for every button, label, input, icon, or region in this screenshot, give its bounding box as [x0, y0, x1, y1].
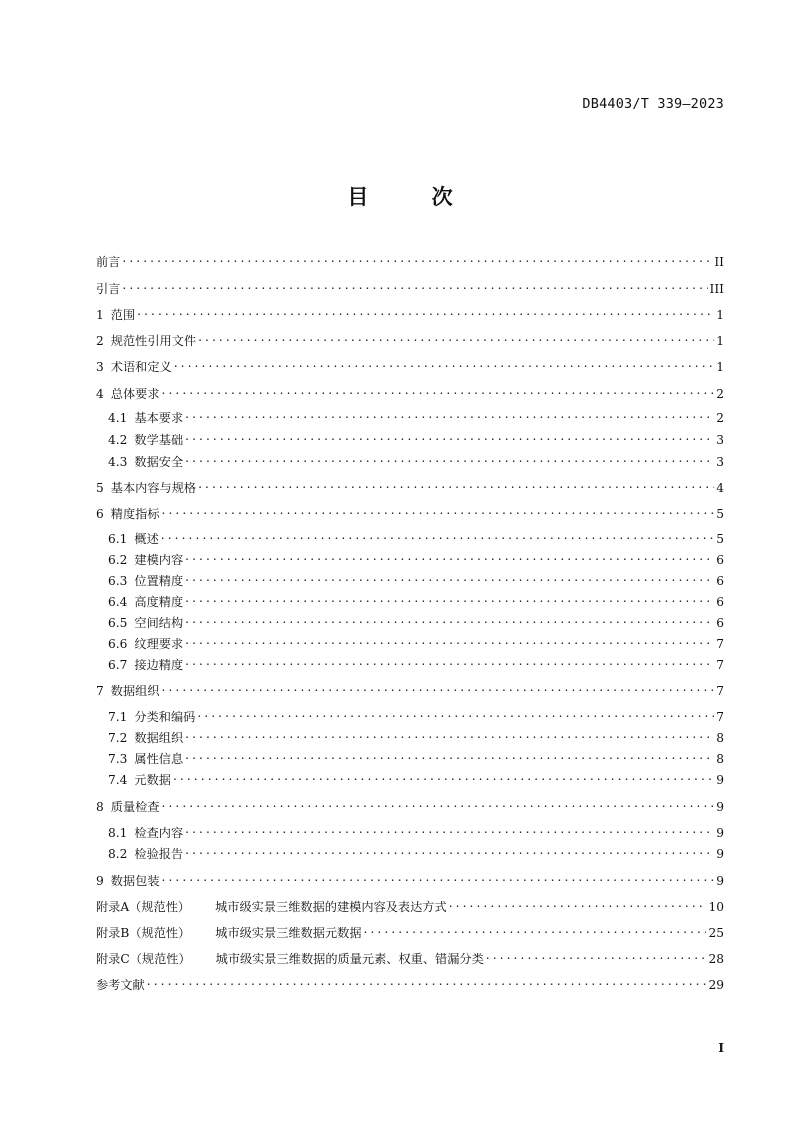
toc-annex-entry[interactable]: [96, 895, 724, 914]
toc-entry-page: 6: [716, 574, 724, 588]
toc-entry-title: 建模内容: [134, 553, 184, 567]
toc-entry-page: 6: [716, 616, 724, 630]
toc-entry[interactable]: [96, 250, 724, 269]
dot-leader: [197, 705, 714, 721]
toc-entry-title: 空间结构: [134, 616, 184, 630]
toc-entry[interactable]: [96, 277, 724, 296]
toc-entry[interactable]: [96, 679, 724, 698]
toc-entry-page: 5: [716, 507, 724, 521]
toc-entry[interactable]: [108, 569, 724, 588]
toc-entry-page: 9: [716, 826, 724, 840]
toc-entry-number: 9: [96, 874, 104, 888]
toc-entry-number: 4.2: [108, 433, 128, 447]
toc-entry-page: 25: [708, 926, 724, 940]
toc-entry[interactable]: [96, 795, 724, 814]
toc-entry-title: 前言: [96, 255, 121, 269]
toc-entry-number: 6.5: [108, 616, 128, 630]
toc-entry[interactable]: [108, 653, 724, 672]
toc-entry-number: 8: [96, 800, 104, 814]
toc-entry-number: 4.1: [108, 411, 128, 425]
dot-leader: [162, 869, 715, 885]
toc-entry-number: 6.1: [108, 532, 128, 546]
toc-entry-page: 6: [716, 595, 724, 609]
toc-entry-title: 基本内容与规格: [110, 481, 197, 495]
toc-entry-page: 7: [716, 684, 724, 698]
toc-entry[interactable]: [108, 406, 724, 425]
toc-entry-page: 5: [716, 532, 724, 546]
dot-leader: [185, 569, 714, 585]
toc-entry-page: 9: [716, 847, 724, 861]
toc-entry-title: 纹理要求: [134, 637, 184, 651]
dot-leader: [486, 947, 707, 963]
toc-entry-page: 3: [716, 455, 724, 469]
dot-leader: [122, 250, 712, 266]
toc-entry-number: 6.4: [108, 595, 128, 609]
toc-entry[interactable]: [96, 476, 724, 495]
dot-leader: [173, 768, 714, 784]
toc-entry-page: 9: [716, 874, 724, 888]
toc-entry-number: 附录B（规范性）: [96, 926, 191, 940]
dot-leader: [137, 303, 714, 319]
toc-entry-title: 属性信息: [134, 752, 184, 766]
toc-entry-number: 7: [96, 684, 104, 698]
page-number: I: [718, 1041, 724, 1055]
toc-entry-number: 4.3: [108, 455, 128, 469]
toc-entry-number: 7.4: [108, 773, 128, 787]
toc-entry-page: 4: [716, 481, 724, 495]
toc-entry-number: 4: [96, 387, 104, 401]
dot-leader: [185, 653, 714, 669]
dot-leader: [174, 355, 715, 371]
toc-entry-title: 数学基础: [134, 433, 184, 447]
toc-entry-page: 8: [716, 752, 724, 766]
dot-leader: [162, 679, 715, 695]
dot-leader: [449, 895, 707, 911]
toc-entry[interactable]: [108, 450, 724, 469]
toc-entry[interactable]: [96, 869, 724, 888]
toc-entry-page: 9: [716, 773, 724, 787]
toc-entry-title: 参考文献: [96, 978, 145, 992]
toc-entry-page: 10: [708, 900, 724, 914]
toc-entry[interactable]: [108, 548, 724, 567]
toc-entry-number: 6.7: [108, 658, 128, 672]
dot-leader: [162, 795, 715, 811]
toc-entry[interactable]: [96, 303, 724, 322]
toc-entry-title: 检验报告: [134, 847, 184, 861]
dot-leader: [185, 450, 714, 466]
dot-leader: [162, 502, 715, 518]
document-code: DB4403/T 339—2023: [582, 96, 724, 112]
dot-leader: [198, 476, 714, 492]
toc-entry-number: 8.2: [108, 847, 128, 861]
toc-entry-title: 质量检查: [110, 800, 160, 814]
toc-entry-title: 基本要求: [134, 411, 184, 425]
toc-entry-page: 7: [716, 710, 724, 724]
dot-leader: [185, 821, 714, 837]
toc-annex-entry[interactable]: [96, 947, 724, 966]
toc-entry-number: 附录A（规范性）: [96, 900, 191, 914]
dot-leader: [185, 632, 714, 648]
toc-entry-page: 7: [716, 637, 724, 651]
dot-leader: [161, 527, 714, 543]
dot-leader: [162, 382, 715, 398]
toc-entry-title: 数据组织: [110, 684, 160, 698]
toc-entry-title: 规范性引用文件: [110, 334, 197, 348]
toc-title: 目 次: [347, 185, 481, 209]
toc-entry-page: 9: [716, 800, 724, 814]
toc-entry-title: 城市级实景三维数据的建模内容及表达方式: [215, 900, 447, 914]
dot-leader: [185, 590, 714, 606]
toc-entry[interactable]: [108, 632, 724, 651]
toc-entry[interactable]: [108, 726, 724, 745]
toc-entry[interactable]: [108, 428, 724, 447]
toc-entry-page: III: [709, 282, 724, 296]
dot-leader: [147, 973, 707, 989]
toc-entry-number: 7.3: [108, 752, 128, 766]
toc-entry[interactable]: [108, 747, 724, 766]
toc-entry-title: 术语和定义: [110, 360, 172, 374]
toc-entry-page: 29: [708, 978, 724, 992]
toc-entry[interactable]: [96, 329, 724, 348]
toc-entry-title: 总体要求: [110, 387, 160, 401]
toc-entry-title: 概述: [134, 532, 159, 546]
toc-entry-page: 3: [716, 433, 724, 447]
toc-entry-number: 附录C（规范性）: [96, 952, 191, 966]
dot-leader: [185, 842, 714, 858]
dot-leader: [185, 428, 714, 444]
toc-entry-number: 2: [96, 334, 104, 348]
toc-entry-title: 城市级实景三维数据的质量元素、权重、错漏分类: [215, 952, 484, 966]
toc-entry-title: 分类和编码: [134, 710, 196, 724]
dot-leader: [185, 548, 714, 564]
toc-annex-entry[interactable]: [96, 921, 724, 940]
dot-leader: [185, 406, 714, 422]
toc-entry-page: 2: [716, 387, 724, 401]
toc-entry-title: 接边精度: [134, 658, 184, 672]
table-of-contents: [96, 0, 724, 1132]
toc-entry[interactable]: [108, 590, 724, 609]
toc-entry-title: 数据包装: [110, 874, 160, 888]
toc-entry-number: 6.6: [108, 637, 128, 651]
toc-entry-number: 3: [96, 360, 104, 374]
dot-leader: [364, 921, 707, 937]
toc-entry-number: 1: [96, 308, 104, 322]
toc-entry[interactable]: [96, 502, 724, 521]
toc-entry-number: 6.2: [108, 553, 128, 567]
toc-entry-page: 6: [716, 553, 724, 567]
toc-entry-title: 检查内容: [134, 826, 184, 840]
dot-leader: [185, 747, 714, 763]
toc-entry[interactable]: [96, 973, 724, 992]
toc-entry-title: 位置精度: [134, 574, 184, 588]
toc-entry[interactable]: [108, 768, 724, 787]
toc-entry-number: 8.1: [108, 826, 128, 840]
toc-entry-page: II: [714, 255, 724, 269]
toc-entry-title: 元数据: [134, 773, 171, 787]
toc-entry-title: 范围: [110, 308, 136, 322]
toc-entry-title: 高度精度: [134, 595, 184, 609]
toc-entry-number: 7.1: [108, 710, 128, 724]
toc-entry[interactable]: [108, 842, 724, 861]
toc-entry-page: 1: [716, 334, 724, 348]
toc-entry-page: 1: [716, 308, 724, 322]
toc-entry-number: 6.3: [108, 574, 128, 588]
toc-entry[interactable]: [108, 705, 724, 724]
toc-entry-title: 精度指标: [110, 507, 160, 521]
toc-entry[interactable]: [108, 527, 724, 546]
toc-entry-title: 引言: [96, 282, 121, 296]
toc-entry-number: 5: [96, 481, 104, 495]
toc-entry[interactable]: [96, 355, 724, 374]
dot-leader: [185, 726, 714, 742]
toc-entry-title: 数据组织: [134, 731, 184, 745]
toc-entry[interactable]: [96, 382, 724, 401]
toc-entry-number: 7.2: [108, 731, 128, 745]
dot-leader: [185, 611, 714, 627]
toc-entry[interactable]: [108, 611, 724, 630]
toc-entry-page: 7: [716, 658, 724, 672]
toc-entry-title: 城市级实景三维数据元数据: [215, 926, 362, 940]
toc-entry-number: 6: [96, 507, 104, 521]
toc-entry-title: 数据安全: [134, 455, 184, 469]
toc-entry-page: 8: [716, 731, 724, 745]
dot-leader: [122, 277, 707, 293]
toc-entry-page: 2: [716, 411, 724, 425]
toc-entry-page: 1: [716, 360, 724, 374]
toc-entry[interactable]: [108, 821, 724, 840]
toc-entry-page: 28: [708, 952, 724, 966]
dot-leader: [198, 329, 714, 345]
